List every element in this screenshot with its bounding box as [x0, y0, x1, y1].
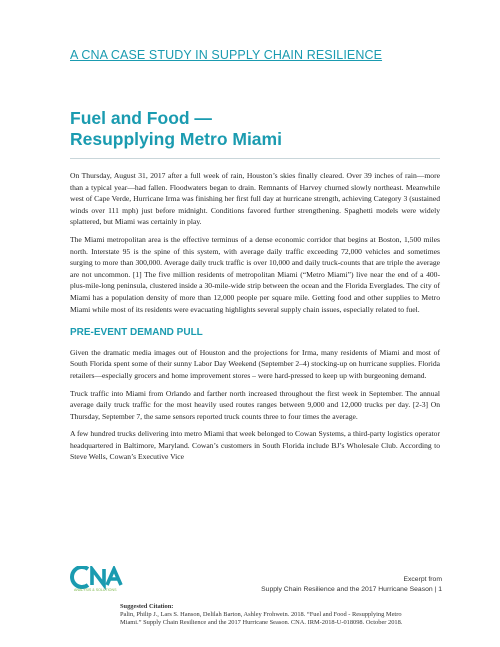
cna-logo-icon — [70, 566, 130, 592]
title-line-1: Fuel and Food — — [70, 108, 212, 128]
paragraph-3: Given the dramatic media images out of Houston and the projections for Irma, many residents of Miami and most of South Florida spent some of their sunny Labor Day Weekend (September 2–4) stocking-up on hurricane supplies. Florida retailers—especially grocers and home improvement stores – were hard-pressed to keep up with burgeoning demand. — [70, 347, 440, 380]
paragraph-5: A few hundred trucks delivering into metro Miami that week belonged to Cowan Systems, a third-party logistics operator headquartered in Baltimore, Maryland. Cowan’s customers in South Florida include BJ’s Wholesale Club. According to Steve Wells, Cowan’s Executive Vice — [70, 429, 440, 462]
kicker-link[interactable]: A CNA CASE STUDY IN SUPPLY CHAIN RESILIENCE — [70, 48, 383, 62]
excerpt-line-1: Excerpt from — [403, 576, 442, 583]
excerpt-line-2: Supply Chain Resilience and the 2017 Hurricane Season | 1 — [261, 586, 442, 593]
paragraph-4: Truck traffic into Miami from Orlando and farther north increased throughout the first week in September. The annual average daily truck traffic for the most heavily used routes ranges between 9,000 and 12,000 trucks per day. [2-3] On Thursday, September 7, the same sensors reported truck counts three to four times the average. — [70, 388, 440, 421]
citation-label: Suggested Citation: — [120, 603, 174, 610]
cna-logo — [70, 566, 130, 592]
citation-text: Palin, Philip J., Lars S. Hanson, Delilah Barton, Ashley Frohwein. 2018. “Fuel and Food - Resupplying Metro Miami.” Supply Chain Resilience and the 2017 Hurricane Season. CNA. IRM-2018-U-018098. October 2018. — [120, 611, 403, 626]
article-body — [70, 170, 440, 469]
paragraph-2: The Miami metropolitan area is the effective terminus of a dense economic corridor that begins at Boston, 1,500 miles north. Interstate 95 is the spine of this system, with average daily traffic exceeding 72,000 vehicles and sometimes surging to more than 300,000. Average daily truck traffic is over 10,000 and daily truck-counts that are triple the average are not uncommon. [1] The five million residents of metropolitan Miami (“Metro Miami”) live near the end of a 400-plus-mile-long peninsula, clustered inside a 30-mile-wide strip between the ocean and the Florida Everglades. The city of Miami has a population density of more than 12,000 people per square mile. Getting food and other supplies to Metro Miami while most of its residents were evacuating highlights several supply chain issues, especially related to fuel. — [70, 234, 440, 314]
suggested-citation — [120, 603, 420, 627]
title-line-2: Resupplying Metro Miami — [70, 129, 282, 149]
page-title — [70, 108, 450, 150]
excerpt-note — [261, 575, 442, 595]
section-heading: PRE-EVENT DEMAND PULL — [70, 327, 203, 339]
paragraph-1: On Thursday, August 31, 2017 after a full week of rain, Houston’s skies finally cleared. Over 39 inches of rain—more than a typical year—had fallen. Floodwaters began to drain. Remnants of Harvey churned slowly northeast. Meanwhile west of Cape Verde, Hurricane Irma was finishing her first full day at hurricane strength, achieving Category 3 (sustained winds over 111 mph) just before midnight. Conditions favored further strengthening. Spaghetti models were widely splattered, but Miami was certainly in play. — [70, 171, 440, 227]
logo-tagline: ANALYSIS & SOLUTIONS — [74, 588, 117, 592]
divider — [70, 158, 440, 159]
